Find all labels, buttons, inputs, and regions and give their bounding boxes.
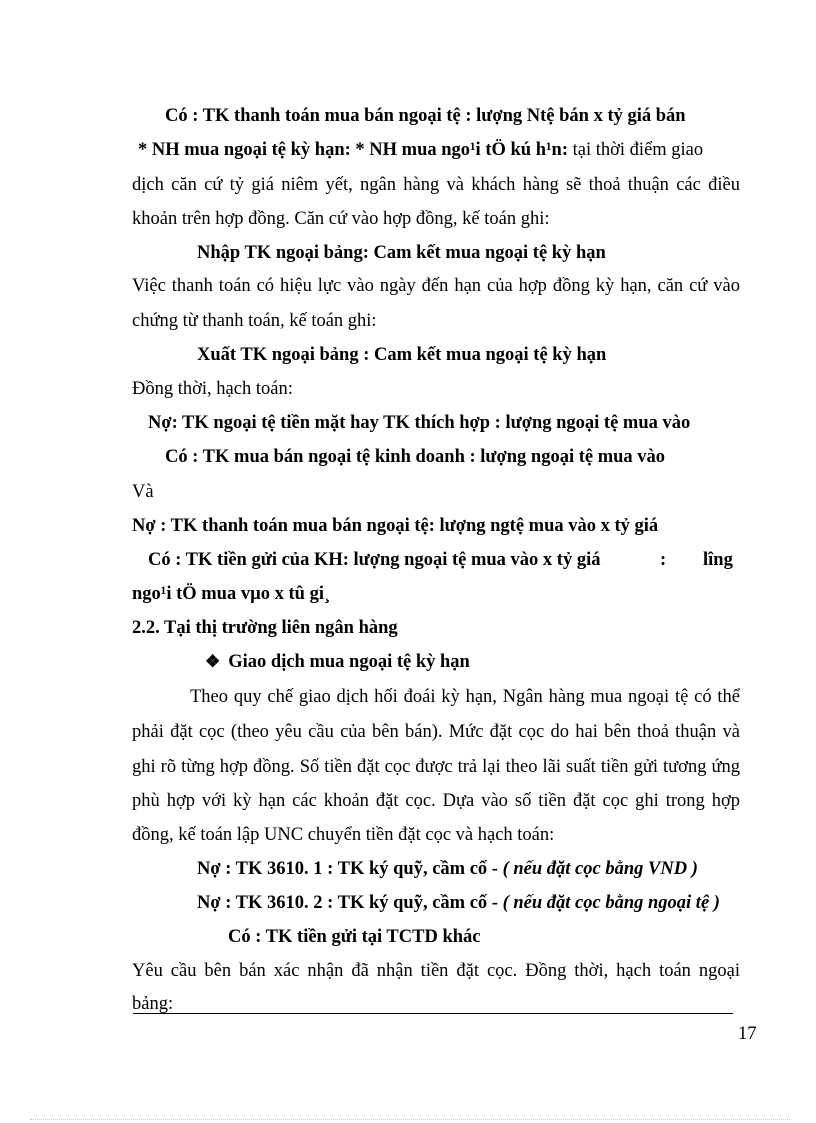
paragraph-line: bảng:	[132, 994, 174, 1014]
page-bottom-border	[30, 1119, 790, 1120]
paragraph-line: dịch căn cứ tỷ giá niêm yết, ngân hàng và khách hàng sẽ thoả thuận các điều	[132, 175, 740, 195]
entry-debit-3610-1	[197, 857, 698, 881]
entry-credit-trading: Có : TK mua bán ngoại tệ kinh doanh : lượng ngoại tệ mua vào	[165, 447, 666, 467]
paragraph-line: đồng, kế toán lập UNC chuyển tiền đặt cọc và hạch toán:	[132, 825, 555, 845]
paragraph-line: Đồng thời, hạch toán:	[132, 379, 293, 399]
paragraph-line: phải đặt cọc (theo yêu cầu của bên bán). Mức đặt cọc do hai bên thoả thuận và	[132, 722, 740, 742]
entry-import-off-balance: Nhập TK ngoại bảng: Cam kết mua ngoại tệ kỳ hạn	[197, 243, 606, 263]
subsection-heading	[205, 650, 470, 674]
entry-debit-cash: Nợ: TK ngoại tệ tiền mặt hay TK thích hợp : lượng ngoại tệ mua vào	[148, 413, 691, 433]
entry-credit-deposit-colon: :	[660, 550, 667, 570]
entry-debit-3610-1-note: ( nếu đặt cọc bằng VND )	[502, 859, 698, 879]
paragraph-line: Yêu cầu bên bán xác nhận đã nhận tiền đặt cọc. Đồng thời, hạch toán ngoại	[132, 961, 740, 981]
entry-export-off-balance: Xuất TK ngoại bảng : Cam kết mua ngoại tệ kỳ hạn	[197, 345, 607, 365]
section-heading: 2.2. Tại thị trường liên ngân hàng	[132, 618, 398, 638]
entry-debit-3610-2	[197, 891, 720, 915]
paragraph-line: khoản trên hợp đồng. Căn cứ vào hợp đồng, kế toán ghi:	[132, 209, 550, 229]
paragraph-line: Và	[132, 482, 154, 502]
entry-credit-deposit-tail: lîng	[703, 550, 733, 570]
forward-purchase-label: * NH mua ngoại tệ kỳ hạn: * NH mua ngo¹i tÖ kú h¹n:	[138, 140, 568, 160]
line-credit-payment: Có : TK thanh toán mua bán ngoại tệ : lượng Ntệ bán x tỷ giá bán	[165, 106, 686, 126]
paragraph-line: phù hợp với kỳ hạn các khoản đặt cọc. Dựa vào số tiền đặt cọc ghi trong hợp	[132, 791, 740, 811]
entry-debit-3610-2-note: ( nếu đặt cọc bằng ngoại tệ )	[502, 893, 720, 913]
bullet-diamond-icon: ❖	[205, 652, 221, 671]
subsection-heading-text: Giao dịch mua ngoại tệ kỳ hạn	[228, 652, 470, 672]
entry-debit-3610-1-text: Nợ : TK 3610. 1 : TK ký quỹ, cầm cố -	[197, 859, 503, 879]
forward-purchase-text: tại thời điểm giao	[568, 140, 704, 160]
paragraph-line: Việc thanh toán có hiệu lực vào ngày đến hạn của hợp đồng kỳ hạn, căn cứ vào	[132, 276, 740, 296]
entry-debit-3610-2-text: Nợ : TK 3610. 2 : TK ký quỹ, cầm cố -	[197, 893, 503, 913]
paragraph-line: Theo quy chế giao dịch hối đoái kỳ hạn, Ngân hàng mua ngoại tệ có thể	[190, 687, 740, 707]
page-number: 17	[738, 1024, 757, 1044]
paragraph-line: chứng từ thanh toán, kế toán ghi:	[132, 311, 377, 331]
paragraph-line: ghi rõ từng hợp đồng. Số tiền đặt cọc được trả lại theo lãi suất tiền gửi tương ứng	[132, 757, 740, 777]
entry-credit-deposit-garbled: ngo¹i tÖ mua vµo x tû gi¸	[132, 584, 331, 604]
line-forward-purchase-heading	[138, 138, 703, 162]
footer-rule	[133, 1013, 733, 1014]
entry-credit-deposit: Có : TK tiền gửi của KH: lượng ngoại tệ mua vào x tỷ giá	[148, 550, 601, 570]
entry-debit-payment: Nợ : TK thanh toán mua bán ngoại tệ: lượng ngtệ mua vào x tỷ giá	[132, 516, 659, 536]
entry-credit-tctd: Có : TK tiền gửi tại TCTD khác	[228, 927, 481, 947]
